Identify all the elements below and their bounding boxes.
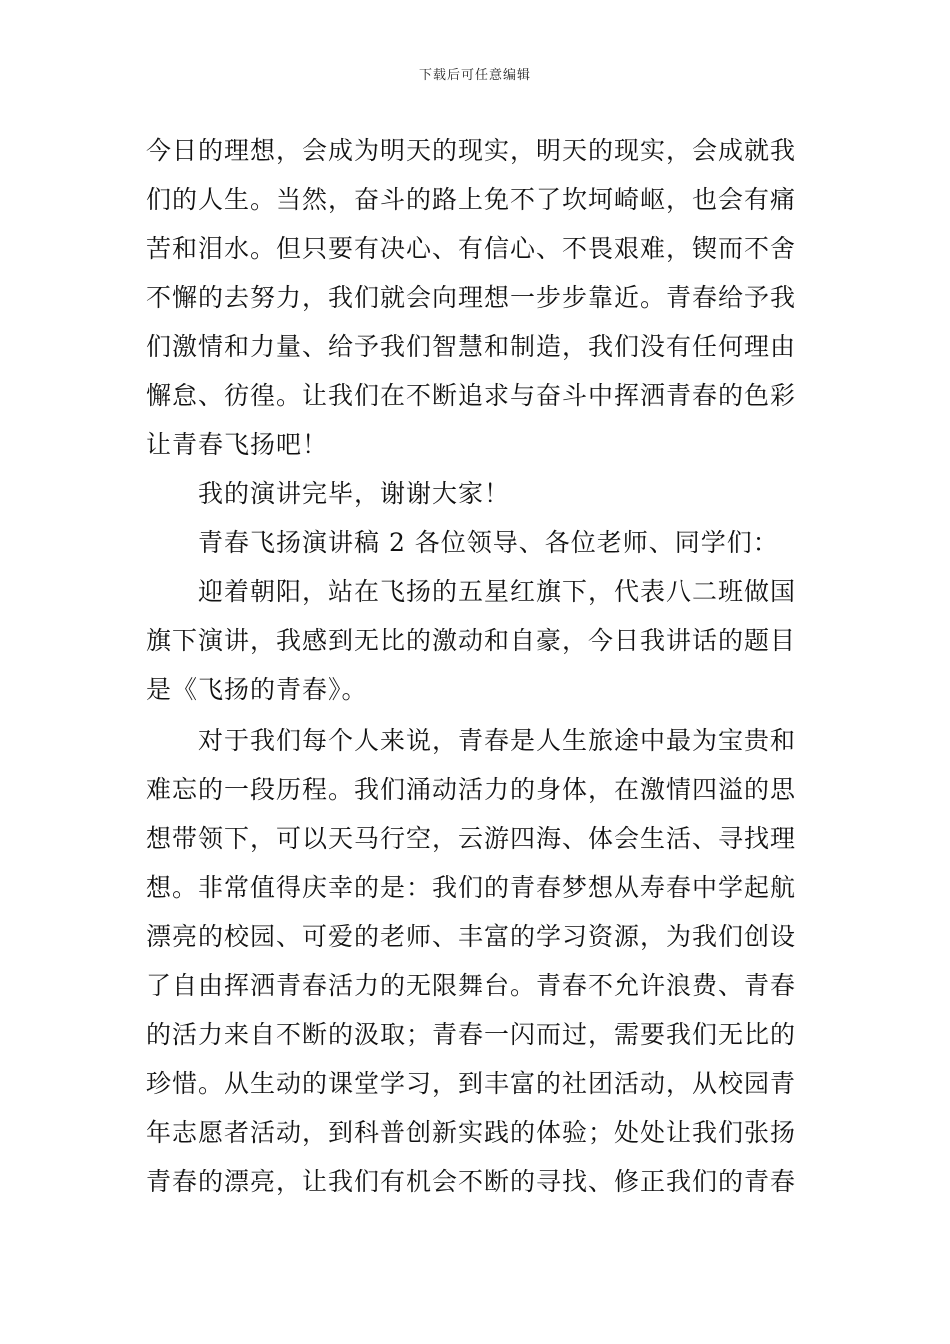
text-line: 年志愿者活动，到科普创新实践的体验；处处让我们张扬 (146, 1118, 797, 1147)
text-line: 今日的理想，会成为明天的现实，明天的现实，会成就我 (146, 136, 797, 165)
paragraph-start: 对于我们每个人来说，青春是人生旅途中最为宝贵和 (198, 726, 797, 755)
text-line: 旗下演讲，我感到无比的激动和自豪，今日我讲话的题目 (146, 626, 797, 655)
text-line: 想带领下，可以天马行空，云游四海、体会生活、寻找理 (146, 824, 797, 853)
text-line: 是《飞扬的青春》。 (146, 675, 368, 704)
text-line: 的活力来自不断的汲取；青春一闪而过，需要我们无比的 (146, 1020, 797, 1049)
document-body (146, 126, 810, 1206)
text-line: 了自由挥洒青春活力的无限舞台。青春不允许浪费、青春 (146, 971, 797, 1000)
text-line: 想。非常值得庆幸的是：我们的青春梦想从寿春中学起航 (146, 873, 797, 902)
speech-title-line: 青春飞扬演讲稿 2 各位领导、各位老师、同学们： (198, 528, 779, 557)
text-line: 漂亮的校园、可爱的老师、丰富的学习资源，为我们创设 (146, 922, 797, 951)
text-line: 不懈的去努力，我们就会向理想一步步靠近。青春给予我 (146, 283, 797, 312)
text-line: 苦和泪水。但只要有决心、有信心、不畏艰难，锲而不舍 (146, 234, 797, 263)
download-note: 下载后可任意编辑 (418, 68, 531, 83)
text-line: 们的人生。当然，奋斗的路上免不了坎坷崎岖，也会有痛 (146, 185, 797, 214)
text-line: 青春的漂亮，让我们有机会不断的寻找、修正我们的青春 (146, 1167, 797, 1196)
paragraph-start: 迎着朝阳，站在飞扬的五星红旗下，代表八二班做国 (198, 577, 797, 606)
text-line: 让青春飞扬吧！ (146, 430, 329, 459)
text-line: 懈怠、彷徨。让我们在不断追求与奋斗中挥洒青春的色彩 (146, 381, 797, 410)
text-line: 难忘的一段历程。我们涌动活力的身体，在激情四溢的思 (146, 775, 797, 804)
text-line: 们激情和力量、给予我们智慧和制造，我们没有任何理由 (146, 332, 797, 361)
text-line: 珍惜。从生动的课堂学习，到丰富的社团活动，从校园青 (146, 1069, 797, 1098)
closing-line: 我的演讲完毕，谢谢大家！ (198, 479, 511, 508)
